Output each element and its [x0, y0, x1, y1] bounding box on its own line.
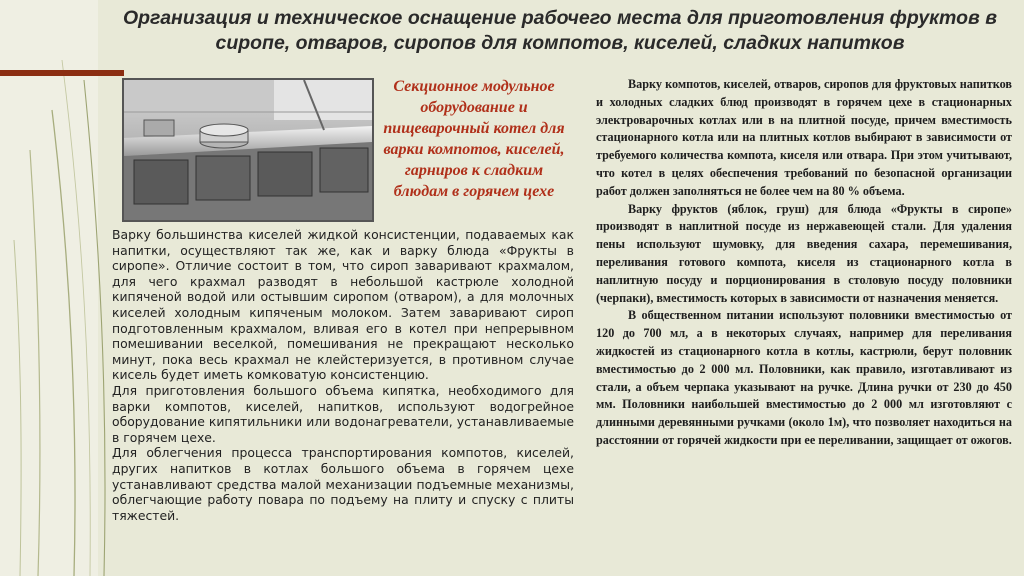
- right-paragraph: Варку фруктов (яблок, груш) для блюда «Фрукты в сиропе» производят в наплитной посуде из нержавеющей стали. Для удаления пены используют шумовку, для введения сахара, перемешивания, переливания готового компота, киселя из стационарного котла в наплитную посуду и порционирования в столовую посуду половники (черпаки), вместимость которых в зависимости от назначения меняется.: [596, 201, 1012, 305]
- kitchen-equipment-photo: [122, 78, 374, 222]
- right-paragraph: Варку компотов, киселей, отваров, сиропов для фруктовых напитков и холодных сладких блюд производят в горячем цехе в стационарных электроварочных котлах или в на плитной посуде, причем вместимость стационарного котла или на плитных котлов выбирают в зависимости от требуемого количества компота, киселя или отвара. При этом учитывают, что котел в целях обеспечения требований по безопасной организации работ должен заполняться не более чем на 80 % объема.: [596, 77, 1012, 198]
- slide-title: Организация и техническое оснащение рабочего места для приготовления фруктов в сиропе, отваров, сиропов для компотов, киселей, сладких напитков: [122, 7, 998, 54]
- accent-bar: [0, 70, 124, 76]
- left-paragraph: Для приготовления большого объема кипятка, необходимого для варки компотов, киселей, напитков, используют водогрейное оборудование кипятильники или водонагреватели, устанавливаемые в горячем цехе.: [112, 382, 574, 445]
- right-text-block: [596, 76, 1012, 450]
- left-paragraph: Варку большинства киселей жидкой консистенции, подаваемых как напитки, осуществляют так же, как и варку блюда «Фрукты в сиропе». Отличие состоит в том, что сироп заваривают крахмалом, для чего крахмал разводят в небольшой кастрюле холодной кипяченой водой или остывшим сиропом (отваром), а для молочных киселей холодным кипяченым молоком. Затем заваривают сироп подготовленным крахмалом, вливая его в котел при непрерывном помешивании веселкой, помешивания не прекращают несколько минут, пока весь крахмал не клейстеризуется, в противном случае кисель будет иметь комковатую консистенцию.: [112, 227, 574, 383]
- decorative-grass-lines: [0, 0, 130, 576]
- right-paragraph: В общественном питании используют половники вместимостью от 120 до 700 мл, а в некоторых случаях, например для переливания жидкостей из стационарного котла в котлы, кастрюли, берут половник вместимостью до 2 000 мл. Половники, как правило, изготавливают из стали, а объем черпака указывают на ручке. Длина ручки от 230 до 450 мм. Половники наибольшей вместимостью до 2 000 мл изготовляют с длинными деревянными ручками (около 1м), что позволяет находиться на расстоянии от горячей жидкости при ее переливании, защищает от ожогов.: [596, 308, 1012, 447]
- left-paragraph: Для облегчения процесса транспортирования компотов, киселей, других напитков в котлах большого объема в горячем цехе устанавливают средства малой механизации подъемные механизмы, облегчающие работу повара по подъему на плиту и спуску с плиты тяжестей.: [112, 445, 574, 523]
- photo-caption: Секционное модульное оборудование и пищеварочный котел для варки компотов, киселей, гарниров к сладким блюдам в горячем цехе: [383, 78, 565, 200]
- left-text-block: [112, 227, 574, 523]
